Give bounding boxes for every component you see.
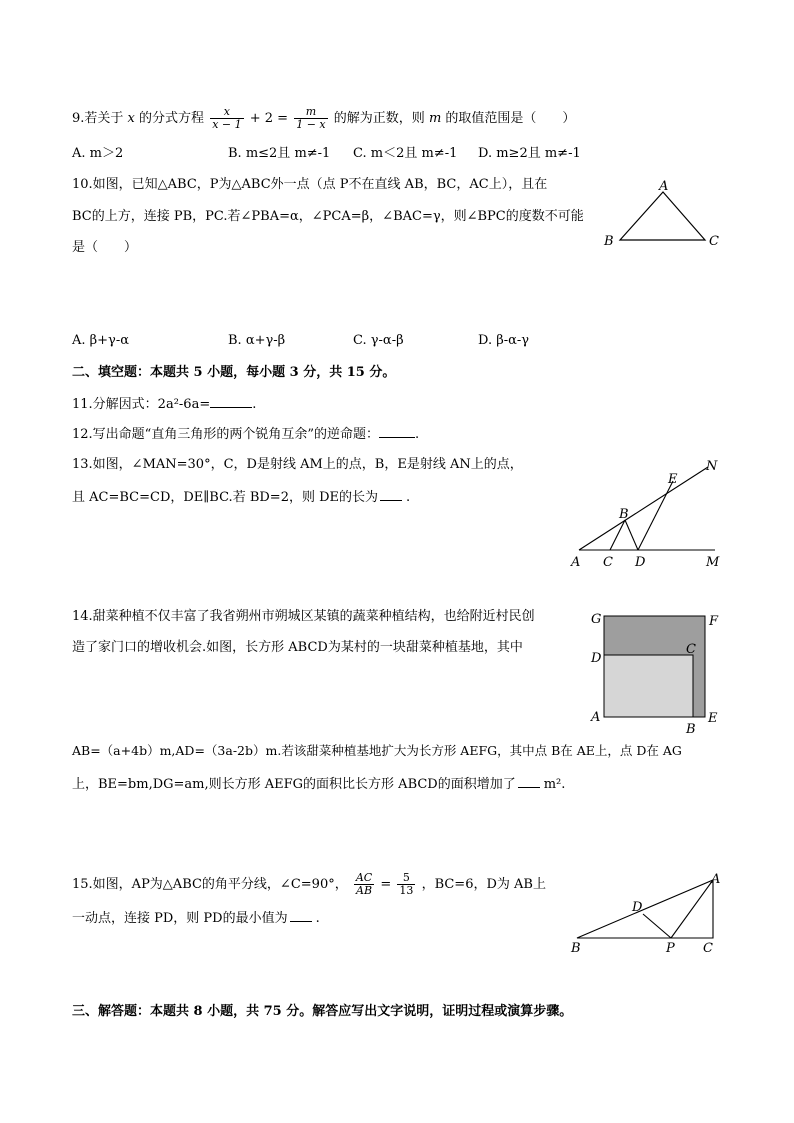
q13-label-c: C	[603, 555, 613, 570]
q9-frac1	[210, 106, 243, 131]
q11-answer-blank	[210, 395, 252, 408]
q14-label-c: C	[686, 642, 696, 657]
q14-end: .	[561, 777, 566, 792]
q15-frac2-num: 5	[397, 872, 415, 885]
q14-answer-blank	[518, 775, 540, 788]
q13-end: .	[406, 490, 411, 505]
q15-segment-pd	[643, 914, 671, 938]
q13-line1: 13.如图，∠MAN=30°，C，D是射线 AM上的点，B，E是射线 AN上的点，	[72, 457, 523, 472]
q15-prefix: 15.如图，AP为△ABC的角平分线，∠C=90°，	[72, 877, 348, 892]
q9-option-a: A. m＞2	[72, 146, 124, 161]
q15-label-c: C	[703, 941, 713, 956]
q14-label-e: E	[708, 711, 718, 726]
q13-segment-de	[638, 481, 673, 550]
q9-var-m: m	[428, 111, 442, 126]
q15-label-a: A	[711, 872, 721, 887]
q14-label-d: D	[591, 651, 602, 666]
q13-label-d: D	[635, 555, 646, 570]
q14-label-g: G	[591, 612, 602, 627]
q11-end: .	[252, 397, 257, 412]
q15-answer-blank	[290, 909, 312, 922]
q12-end: .	[414, 427, 420, 442]
q9-frac2-num: m	[294, 106, 327, 119]
q12-answer-blank	[379, 425, 415, 438]
q10-label-a: A	[659, 179, 669, 194]
q13-label-e: E	[668, 472, 678, 487]
q9-frac1-den: x − 1	[212, 118, 242, 131]
q13-line2	[72, 488, 410, 507]
q13-figure	[565, 456, 730, 571]
q15-frac1-num: AC	[355, 871, 373, 884]
q13-segment-bd	[625, 520, 638, 550]
section3-heading: 三、解答题：本题共 8 小题，共 75 分。解答应写出文字说明，证明过程或演算步骤。	[72, 1004, 573, 1019]
q15-frac2-den: 13	[399, 884, 414, 897]
q15-label-d: D	[632, 900, 643, 915]
q15-stem	[72, 872, 546, 897]
q10-line1: 10.如图，已知△ABC，P为△ABC外一点（点 P不在直线 AB，BC，AC上），且在	[72, 177, 548, 192]
section2-heading: 二、填空题：本题共 5 小题，每小题 3 分，共 15 分。	[72, 365, 396, 380]
q13-label-b: B	[619, 507, 629, 522]
q10-line2: BC的上方，连接 PB，PC.若∠PBA=α，∠PCA=β，∠BAC=γ，则∠BPC的度数不可能	[72, 209, 584, 224]
q9-plus: + 2 =	[249, 111, 289, 126]
q11-stem	[72, 395, 256, 414]
q9-frac2	[294, 106, 327, 131]
q9-option-b: B. m≤2且 m≠-1	[228, 146, 331, 161]
q10-label-b: B	[604, 234, 614, 249]
q13-answer-blank	[380, 488, 402, 501]
q13-line2-text: 且 AC=BC=CD，DE∥BC.若 BD=2，则 DE的长为	[72, 490, 379, 505]
q9-mid: 的分式方程	[139, 111, 205, 126]
q14-unit: m²	[543, 777, 562, 792]
q14-label-a: A	[591, 710, 601, 725]
q13-segment-bc	[610, 520, 625, 550]
q13-label-n: N	[706, 459, 718, 474]
q15-label-b: B	[571, 941, 581, 956]
q9-end: 的取值范围是（ ）	[445, 111, 576, 126]
q15-line2	[72, 909, 320, 928]
q15-frac1	[354, 872, 374, 897]
q9-option-c: C. m＜2且 m≠-1	[353, 146, 458, 161]
q10-label-c: C	[709, 234, 719, 249]
q9-suffix: 的解为正数，则	[333, 111, 425, 126]
q10-option-b: B. α+γ-β	[228, 333, 286, 348]
q15-end: .	[315, 911, 320, 926]
q9-frac1-num: x	[210, 106, 243, 119]
q13-ray-an	[579, 467, 708, 550]
q14-line4	[72, 775, 565, 794]
q10-option-d: D. β-α-γ	[478, 333, 530, 348]
q13-label-a: A	[571, 555, 581, 570]
q9-stem	[72, 106, 575, 131]
q14-line4-text: 上，BE=bm,DG=am,则长方形 AEFG的面积比长方形 ABCD的面积增加了	[72, 777, 516, 792]
q10-triangle-figure	[595, 172, 730, 252]
q14-label-f: F	[709, 614, 719, 629]
q14-line2: 造了家门口的增收机会.如图，长方形 ABCD为某村的一块甜菜种植基地，其中	[72, 640, 523, 655]
q9-prefix: 9.若关于	[72, 111, 124, 126]
q15-frac2	[397, 872, 415, 897]
q10-option-a: A. β+γ-α	[72, 333, 130, 348]
q10-line3: 是（ ）	[72, 240, 138, 255]
q14-line1: 14.甜菜种植不仅丰富了我省朔州市朔城区某镇的蔬菜种植结构，也给附近村民创	[72, 609, 535, 624]
q15-line2-text: 一动点，连接 PD，则 PD的最小值为	[72, 911, 288, 926]
q12-stem	[72, 425, 419, 444]
q12-text: 12.写出命题“直角三角形的两个锐角互余”的逆命题：	[72, 427, 379, 442]
q9-frac2-den: 1 − x	[296, 118, 326, 131]
q10-triangle	[620, 192, 705, 240]
q9-var-x: x	[127, 111, 135, 126]
q15-suffix: ，BC=6，D为 AB上	[421, 877, 546, 892]
q9-option-d: D. m≥2且 m≠-1	[478, 146, 581, 161]
q14-rect-abcd	[604, 655, 693, 717]
q15-eq: =	[380, 877, 392, 892]
q15-label-p: P	[666, 941, 675, 956]
q13-label-m: M	[706, 555, 720, 570]
q15-figure	[565, 868, 730, 960]
q14-label-b: B	[686, 722, 696, 736]
q11-text: 11.分解因式：2a²-6a=	[72, 397, 211, 412]
q15-frac1-den: AB	[356, 884, 373, 897]
q14-figure	[585, 606, 730, 736]
q10-option-c: C. γ-α-β	[353, 333, 404, 348]
q14-line3: AB=（a+4b）m,AD=（3a-2b）m.若该甜菜种植基地扩大为长方形 AEFG，其中点 B在 AE上，点 D在 AG	[72, 743, 682, 758]
